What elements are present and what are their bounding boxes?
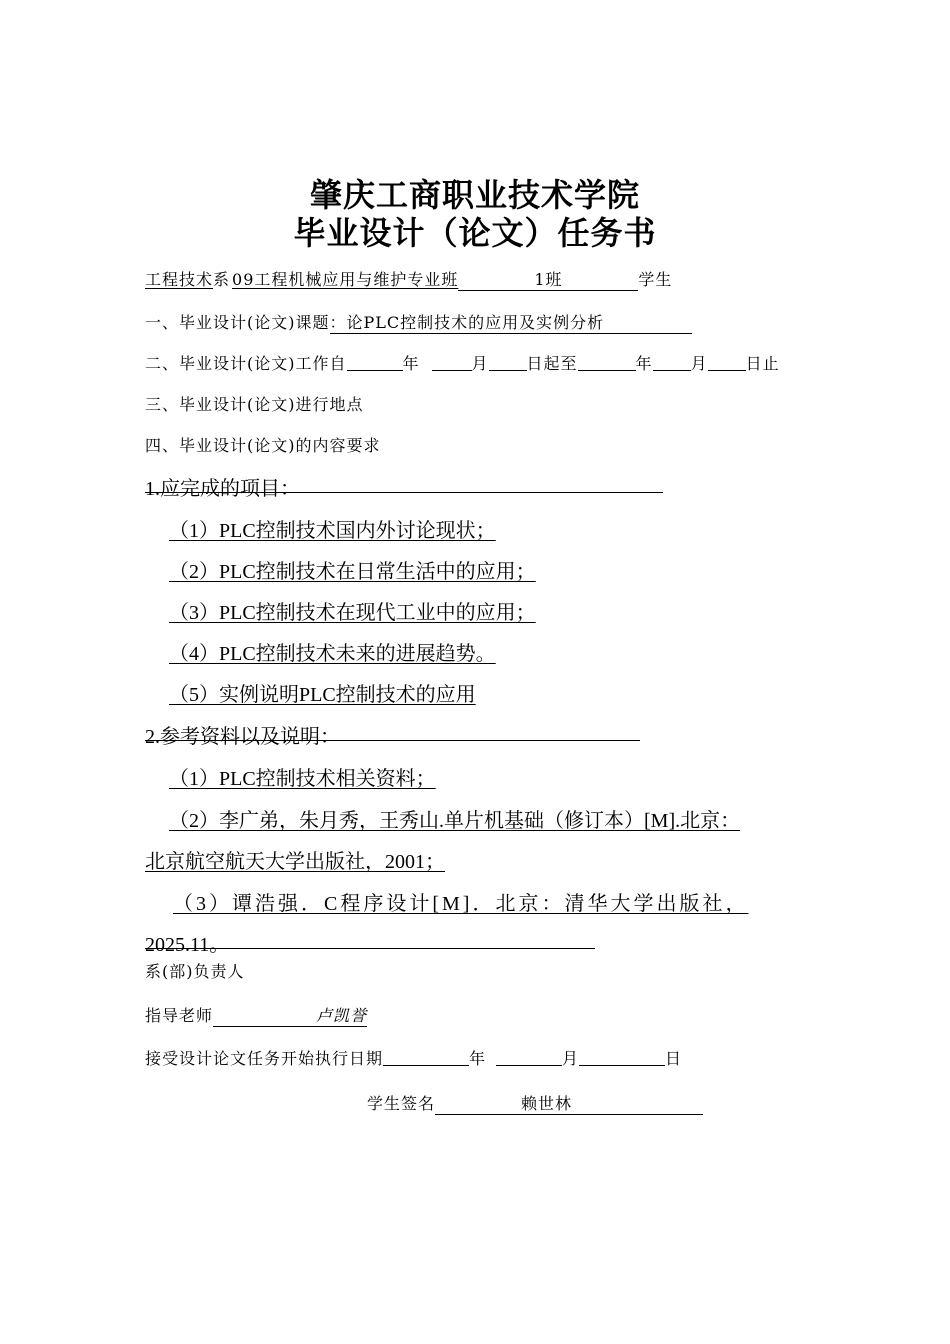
advisor-line [145, 1003, 367, 1027]
signature-label: 学生签名 [367, 1094, 436, 1113]
ref-item [145, 845, 445, 874]
day-to-label: 日止 [745, 354, 780, 373]
list-item [145, 678, 476, 707]
ref-item [145, 804, 740, 833]
section-location: 三、毕业设计(论文)进行地点 [145, 395, 364, 414]
list-item [145, 596, 536, 625]
list-item [145, 514, 496, 543]
ref-item [145, 762, 436, 791]
accept-month: 月 [562, 1049, 580, 1068]
refs-heading [145, 720, 340, 749]
section-topic [145, 310, 692, 334]
item-text: （4）PLC控制技术未来的进展趋势。 [169, 643, 496, 665]
student-label: 学生 [638, 270, 673, 289]
day-from-label: 日起至 [526, 354, 578, 373]
ref-item [145, 928, 229, 957]
signature-name: 赖世林 [521, 1094, 573, 1113]
accept-label: 接受设计论文任务开始执行日期 [145, 1049, 384, 1068]
section-period [145, 351, 780, 374]
signature-line [367, 1091, 703, 1115]
advisor-label: 指导老师 [145, 1006, 214, 1025]
class-number: 1班 [458, 267, 638, 291]
month1-label: 月 [471, 354, 489, 373]
dept-head-label: 系(部)负责人 [145, 962, 245, 981]
item-text: （3）PLC控制技术在现代工业中的应用； [169, 602, 536, 624]
class-line [145, 267, 672, 291]
ref-text: 北京航空航天大学出版社，2001； [145, 851, 445, 873]
topic-label: 一、毕业设计(论文)课题 [145, 313, 330, 332]
dept-name: 工程技术 [145, 270, 214, 289]
page-subtitle: 毕业设计（论文）任务书 [293, 214, 657, 252]
year1-label: 年 [402, 354, 420, 373]
accept-year: 年 [469, 1049, 487, 1068]
items-heading [145, 472, 300, 501]
month2-label: 月 [690, 354, 708, 373]
ref-text: 2025.11。 [145, 934, 230, 956]
ref-text: （3）谭浩强．C程序设计[M]．北京：清华大学出版社， [173, 893, 749, 915]
ref-text: （2）李广弟，朱月秀，王秀山.单片机基础（修订本）[M].北京： [169, 810, 741, 832]
period-label: 二、毕业设计(论文)工作自 [145, 354, 347, 373]
items-heading-text: 1.应完成的项目： [145, 478, 300, 500]
section-requirements: 四、毕业设计(论文)的内容要求 [145, 436, 381, 455]
signature-name-wrap [435, 1091, 703, 1115]
accept-day: 日 [665, 1049, 683, 1068]
refs-heading-text: 2.参考资料以及说明： [145, 726, 340, 748]
advisor-name: 卢凯誉 [213, 1003, 367, 1027]
list-item [145, 555, 536, 584]
list-item [145, 637, 496, 666]
item-text: （2）PLC控制技术在日常生活中的应用； [169, 561, 536, 583]
topic-value: ：论PLC控制技术的应用及实例分析 [330, 310, 692, 334]
ref-item [145, 887, 748, 916]
ref-text: （1）PLC控制技术相关资料； [169, 768, 436, 790]
accept-date-line [145, 1046, 682, 1069]
dept-suffix: 系 [213, 270, 231, 289]
major-name: 09工程机械应用与维护专业班 [232, 270, 459, 289]
year2-label: 年 [635, 354, 653, 373]
item-text: （1）PLC控制技术国内外讨论现状； [169, 520, 496, 542]
item-text: （5）实例说明PLC控制技术的应用 [169, 684, 476, 706]
page-title: 肇庆工商职业技术学院 [309, 176, 640, 214]
